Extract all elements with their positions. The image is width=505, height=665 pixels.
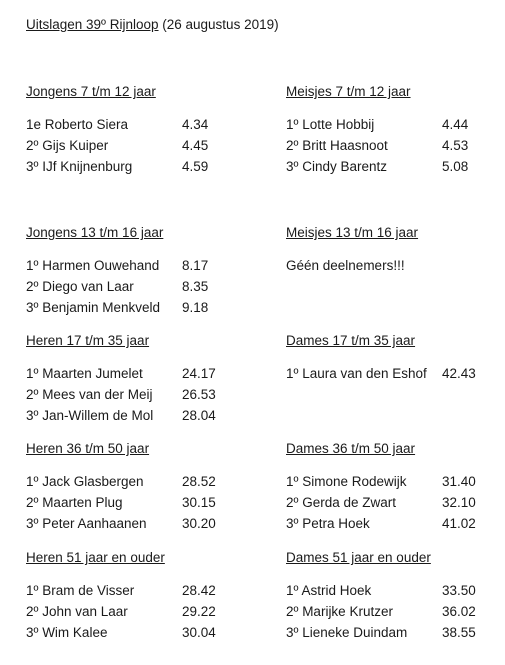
finish-time: 31.40 [442, 474, 476, 489]
runner-name: 1º Bram de Visser [26, 583, 135, 598]
finish-time: 28.04 [182, 408, 216, 423]
result-row [26, 279, 256, 300]
runner-name: 2º Mees van der Meij [26, 387, 153, 402]
finish-time: 4.53 [442, 138, 469, 153]
result-row [286, 138, 505, 159]
result-row [286, 516, 505, 537]
finish-time: 42.43 [442, 366, 476, 381]
result-row [26, 625, 256, 646]
result-row [26, 387, 256, 408]
runner-name: 1º Harmen Ouwehand [26, 258, 160, 273]
results-list [26, 258, 256, 321]
title-date: (26 augustus 2019) [158, 17, 279, 32]
runner-name: 3º Cindy Barentz [286, 159, 387, 174]
title-event: Uitslagen 39º Rijnloop [26, 17, 159, 32]
runner-name: 3º Petra Hoek [286, 516, 370, 531]
runner-name: 3º Benjamin Menkveld [26, 300, 160, 315]
finish-time: 5.08 [442, 159, 469, 174]
result-row [26, 604, 256, 625]
category-heading: Dames 17 t/m 35 jaar [286, 333, 416, 348]
category-jongens-13-16 [26, 225, 256, 321]
finish-time: 4.34 [182, 117, 209, 132]
runner-name: 2º Gerda de Zwart [286, 495, 396, 510]
finish-time: 30.15 [182, 495, 216, 510]
category-heading: Dames 36 t/m 50 jaar [286, 441, 416, 456]
category-heren-51-plus [26, 550, 256, 646]
runner-name: 2º Maarten Plug [26, 495, 123, 510]
results-list [26, 366, 256, 429]
result-row [26, 300, 256, 321]
runner-name: 1º Laura van den Eshof [286, 366, 427, 381]
runner-name: 1º Maarten Jumelet [26, 366, 143, 381]
runner-name: 3º Lieneke Duindam [286, 625, 408, 640]
category-heading: Meisjes 7 t/m 12 jaar [286, 84, 411, 99]
category-heading: Meisjes 13 t/m 16 jaar [286, 225, 419, 240]
results-list [26, 583, 256, 646]
result-row [286, 583, 505, 604]
result-row [286, 159, 505, 180]
category-heading: Dames 51 jaar en ouder [286, 550, 431, 565]
runner-name: 2º Gijs Kuiper [26, 138, 109, 153]
runner-name: 1e Roberto Siera [26, 117, 129, 132]
runner-name: 3º Jan-Willem de Mol [26, 408, 154, 423]
results-list [286, 366, 505, 387]
result-row [26, 495, 256, 516]
runner-name: 3º IJf Knijnenburg [26, 159, 133, 174]
result-row [26, 159, 256, 180]
category-dames-51-plus [286, 550, 505, 646]
result-row [286, 117, 505, 138]
finish-time: 8.35 [182, 279, 209, 294]
result-row [26, 474, 256, 495]
results-list [286, 117, 505, 180]
runner-name: 3º Wim Kalee [26, 625, 108, 640]
category-jongens-7-12 [26, 84, 256, 180]
result-row [286, 366, 505, 387]
finish-time: 38.55 [442, 625, 476, 640]
runner-name: 1º Astrid Hoek [286, 583, 372, 598]
category-heren-36-50 [26, 441, 256, 537]
results-list [286, 474, 505, 537]
result-row [286, 625, 505, 646]
finish-time: 41.02 [442, 516, 476, 531]
finish-time: 8.17 [182, 258, 209, 273]
results-list [26, 117, 256, 180]
finish-time: 29.22 [182, 604, 216, 619]
result-row [26, 408, 256, 429]
runner-name: 2º Marijke Krutzer [286, 604, 393, 619]
category-heading: Heren 36 t/m 50 jaar [26, 441, 150, 456]
finish-time: 26.53 [182, 387, 216, 402]
results-list [26, 474, 256, 537]
finish-time: 33.50 [442, 583, 476, 598]
finish-time: 28.42 [182, 583, 216, 598]
category-meisjes-7-12 [286, 84, 505, 180]
finish-time: 32.10 [442, 495, 476, 510]
category-dames-36-50 [286, 441, 505, 537]
no-participants-message: Géén deelnemers!!! [286, 258, 405, 273]
runner-name: 1º Simone Rodewijk [286, 474, 407, 489]
category-dames-17-35 [286, 333, 505, 387]
runner-name: 2º John van Laar [26, 604, 128, 619]
category-heren-17-35 [26, 333, 256, 429]
result-row [26, 117, 256, 138]
category-heading: Heren 51 jaar en ouder [26, 550, 165, 565]
category-meisjes-13-16 [286, 225, 505, 279]
finish-time: 4.44 [442, 117, 469, 132]
result-row [286, 604, 505, 625]
result-row [26, 583, 256, 604]
finish-time: 30.04 [182, 625, 216, 640]
result-row [26, 258, 256, 279]
finish-time: 4.59 [182, 159, 209, 174]
finish-time: 36.02 [442, 604, 476, 619]
runner-name: 1º Lotte Hobbij [286, 117, 375, 132]
finish-time: 9.18 [182, 300, 209, 315]
category-heading: Heren 17 t/m 35 jaar [26, 333, 150, 348]
runner-name: 2º Britt Haasnoot [286, 138, 388, 153]
result-row [26, 516, 256, 537]
finish-time: 24.17 [182, 366, 216, 381]
category-heading: Jongens 7 t/m 12 jaar [26, 84, 156, 99]
result-row [26, 138, 256, 159]
finish-time: 28.52 [182, 474, 216, 489]
result-row [26, 366, 256, 387]
runner-name: 1º Jack Glasbergen [26, 474, 144, 489]
finish-time: 30.20 [182, 516, 216, 531]
result-row [286, 474, 505, 495]
finish-time: 4.45 [182, 138, 209, 153]
page-title [26, 17, 279, 33]
category-heading: Jongens 13 t/m 16 jaar [26, 225, 164, 240]
result-row [286, 495, 505, 516]
runner-name: 2º Diego van Laar [26, 279, 134, 294]
results-list [286, 583, 505, 646]
runner-name: 3º Peter Aanhaanen [26, 516, 147, 531]
